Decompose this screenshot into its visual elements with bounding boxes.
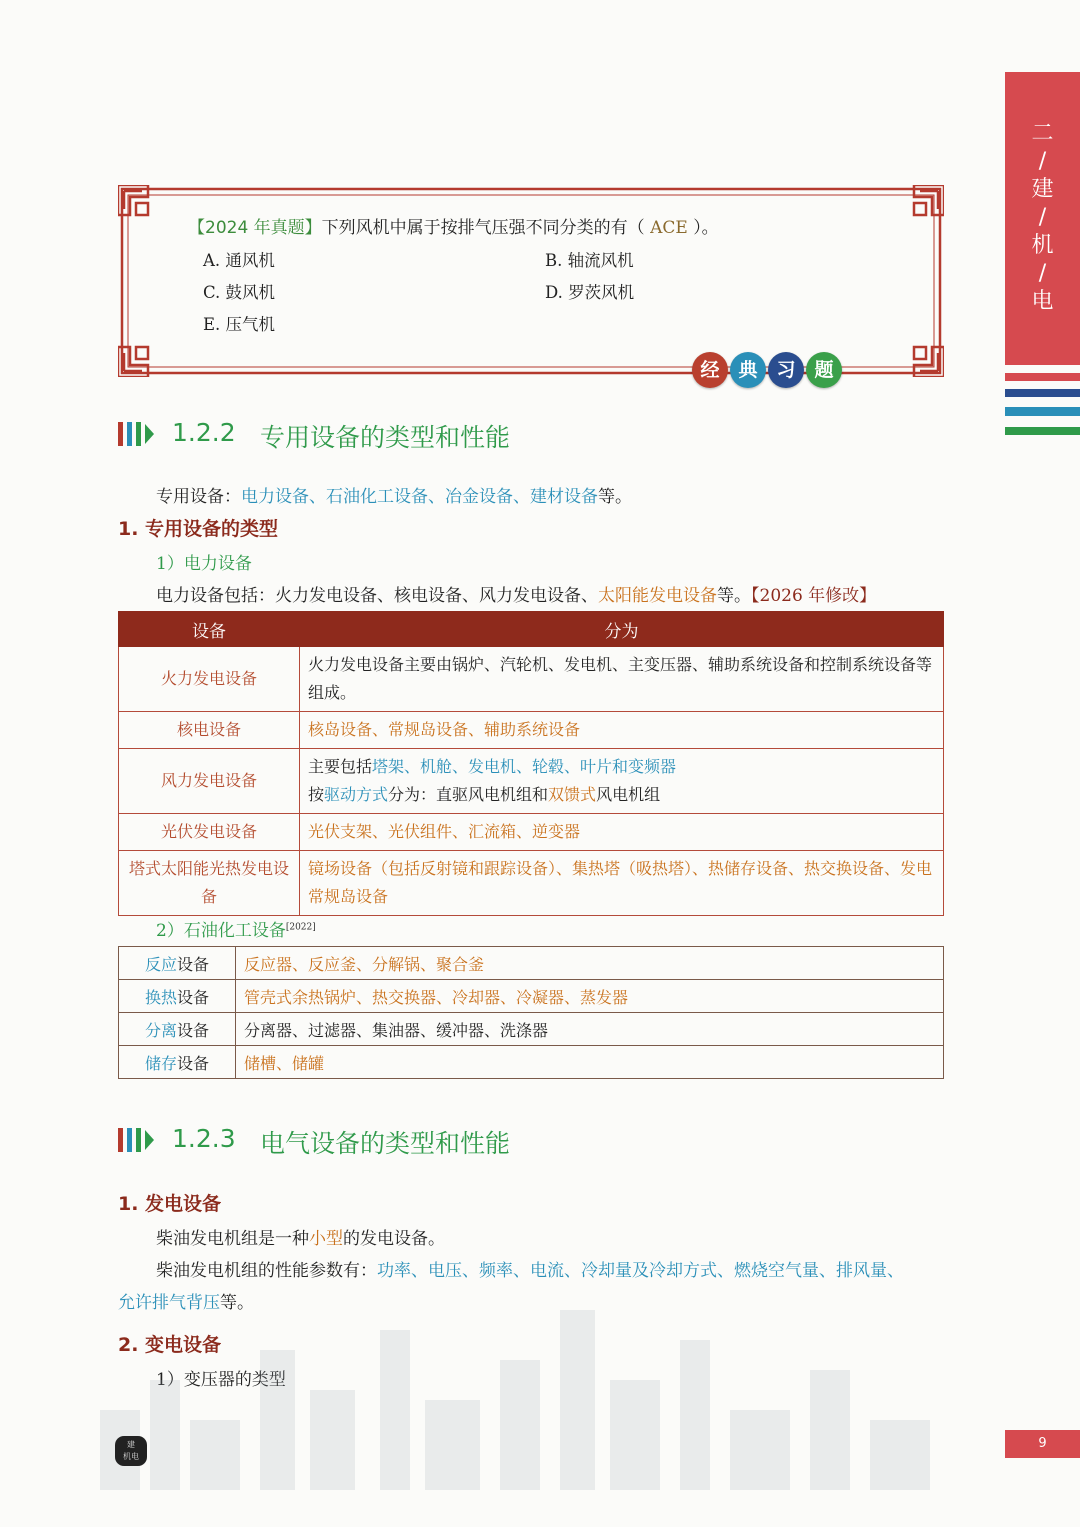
- row-name: [119, 947, 236, 980]
- tab-char: /: [1038, 149, 1047, 174]
- heading-generation-equipment: 1. 发电设备: [118, 1193, 222, 1215]
- chapter-tab-label: [1005, 120, 1080, 316]
- row-name: [119, 980, 236, 1013]
- tab-char: /: [1038, 205, 1047, 230]
- diesel-params-text: [156, 1256, 904, 1281]
- row-name: [119, 1046, 236, 1079]
- row-key: 分离: [144, 1020, 177, 1040]
- tab-stripe-navy: [1005, 389, 1080, 397]
- tab-stripe-green: [1005, 427, 1080, 435]
- header-divided-into: 分为: [300, 612, 944, 647]
- badge-char: 习: [768, 352, 804, 388]
- row-name: [119, 1013, 236, 1046]
- power-end: 等。: [717, 586, 751, 606]
- row-desc: 核岛设备、常规岛设备、辅助系统设备: [300, 712, 944, 749]
- row-name: 风力发电设备: [119, 749, 300, 814]
- sub2-year-note: [2022]: [285, 922, 316, 933]
- section-title: 电气设备的类型和性能: [260, 1129, 511, 1158]
- row-desc: [300, 749, 944, 814]
- wind-mid: 分为：直驱风电机组和: [388, 785, 549, 804]
- exam-question-box: [118, 185, 944, 381]
- section-number: 1.2.3: [172, 1124, 236, 1153]
- row-desc: 火力发电设备主要由锅炉、汽轮机、发电机、主变压器、辅助系统设备和控制系统设备等组成。: [300, 647, 944, 712]
- row-key-suffix: 设备: [177, 1020, 210, 1040]
- p1-highlight: 小型: [309, 1229, 343, 1249]
- chapter-side-tab: [1005, 72, 1080, 365]
- section-bars-icon: [118, 1128, 158, 1154]
- wind-double-fed: 双馈式: [548, 785, 597, 804]
- tab-char: /: [1038, 261, 1047, 286]
- row-key-suffix: 设备: [177, 954, 210, 974]
- intro-items: 电力设备、石油化工设备、冶金设备、建材设备: [241, 487, 598, 507]
- heading-substation-equipment: 2. 变电设备: [118, 1334, 222, 1356]
- section-heading-123: [118, 1124, 618, 1158]
- intro-end: 等。: [598, 487, 632, 507]
- option-a: A. 通风机: [203, 251, 275, 270]
- wind-pre2: 按: [308, 785, 325, 804]
- table-row: [119, 647, 944, 712]
- subheading-petrochemical: [156, 916, 316, 941]
- question-answer: ACE: [650, 218, 688, 238]
- special-equipment-intro: [156, 482, 632, 507]
- row-desc: 镜场设备（包括反射镜和跟踪设备）、集热塔（吸热塔）、热储存设备、热交换设备、发电常规岛设备: [300, 851, 944, 916]
- row-desc: 反应器、反应釜、分解锅、聚合釜: [236, 947, 944, 980]
- row-key: 换热: [144, 987, 177, 1007]
- header-equipment: 设备: [119, 612, 300, 647]
- option-e: E. 压气机: [203, 315, 276, 334]
- section-number: 1.2.2: [172, 418, 236, 447]
- p2-pre: 柴油发电机组的性能参数有：: [156, 1261, 377, 1281]
- badge-char: 经: [692, 352, 728, 388]
- diesel-generator-text: [156, 1224, 445, 1249]
- wind-end: 风电机组: [596, 785, 661, 804]
- heading-equipment-types: 1. 专用设备的类型: [118, 518, 279, 540]
- page-number: 9: [1005, 1430, 1080, 1458]
- background-skyline-image: [80, 1290, 960, 1490]
- power-text: 电力设备包括：火力发电设备、核电设备、风力发电设备、: [156, 586, 598, 606]
- question-year-tag: 【2024 年真题】: [188, 218, 322, 238]
- section-heading-122: [118, 418, 618, 452]
- wind-line-2: [308, 781, 935, 809]
- table-row: [119, 1013, 944, 1046]
- p1-pre: 柴油发电机组是一种: [156, 1229, 309, 1249]
- tab-char: 二: [1031, 121, 1054, 146]
- petrochemical-table: [118, 946, 944, 1079]
- wind-drive-mode: 驱动方式: [324, 785, 389, 804]
- wind-pre: 主要包括: [308, 757, 373, 776]
- table-row: [119, 851, 944, 916]
- row-name: 火力发电设备: [119, 647, 300, 712]
- option-b: B. 轴流风机: [545, 251, 634, 270]
- tab-stripe-blue: [1005, 407, 1080, 416]
- tab-char: 机: [1031, 233, 1054, 258]
- subheading-power: 1）电力设备: [156, 554, 252, 574]
- revision-tag: 【2026 年修改】: [751, 586, 877, 606]
- power-equipment-text: [156, 581, 876, 606]
- row-key-suffix: 设备: [177, 987, 210, 1007]
- badge-char: 典: [730, 352, 766, 388]
- wind-components: 塔架、机舱、发电机、轮毂、叶片和变频器: [372, 757, 677, 776]
- row-desc: 管壳式余热锅炉、热交换器、冷却器、冷凝器、蒸发器: [236, 980, 944, 1013]
- row-desc: 光伏支架、光伏组件、汇流箱、逆变器: [300, 814, 944, 851]
- table-row: [119, 1046, 944, 1079]
- power-highlight: 太阳能发电设备: [598, 586, 717, 606]
- sub2-label: 2）石油化工设备: [156, 921, 286, 941]
- table-row: [119, 712, 944, 749]
- row-key-suffix: 设备: [177, 1053, 210, 1073]
- intro-label: 专用设备：: [156, 487, 241, 507]
- table-header-row: [119, 612, 944, 647]
- section-title: 专用设备的类型和性能: [260, 423, 511, 452]
- row-desc: 分离器、过滤器、集油器、缓冲器、洗涤器: [236, 1013, 944, 1046]
- power-equipment-table: [118, 611, 944, 916]
- p2-highlight: 功率、电压、频率、电流、冷却量及冷却方式、燃烧空气量、排风量、: [377, 1261, 904, 1281]
- table-row: [119, 749, 944, 814]
- row-name: 塔式太阳能光热发电设备: [119, 851, 300, 916]
- question-text: 下列风机中属于按排气压强不同分类的有（: [321, 218, 645, 238]
- tab-char: 建: [1031, 177, 1054, 202]
- option-d: D. 罗茨风机: [545, 283, 635, 302]
- row-name: 光伏发电设备: [119, 814, 300, 851]
- p3-end: 等。: [220, 1293, 254, 1313]
- table-row: [119, 980, 944, 1013]
- row-name: 核电设备: [119, 712, 300, 749]
- badge-char: 题: [806, 352, 842, 388]
- question-end: ）。: [693, 218, 719, 238]
- row-key: 反应: [144, 954, 177, 974]
- question-stem: [188, 213, 719, 238]
- p1-end: 的发电设备。: [343, 1229, 445, 1249]
- table-row: [119, 947, 944, 980]
- wind-line-1: [308, 753, 935, 781]
- tab-stripe-red: [1005, 373, 1080, 381]
- p3-highlight: 允许排气背压: [118, 1293, 220, 1313]
- row-desc: 储槽、储罐: [236, 1046, 944, 1079]
- logo-top-text: 建: [127, 1440, 135, 1449]
- tab-char: 电: [1031, 289, 1054, 314]
- logo-bottom-text: 机电: [123, 1452, 139, 1461]
- row-key: 储存: [144, 1053, 177, 1073]
- subheading-transformer-types: 1）变压器的类型: [156, 1370, 286, 1390]
- table-row: [119, 814, 944, 851]
- publisher-logo: [115, 1436, 147, 1466]
- section-bars-icon: [118, 422, 158, 448]
- option-c: C. 鼓风机: [203, 283, 276, 302]
